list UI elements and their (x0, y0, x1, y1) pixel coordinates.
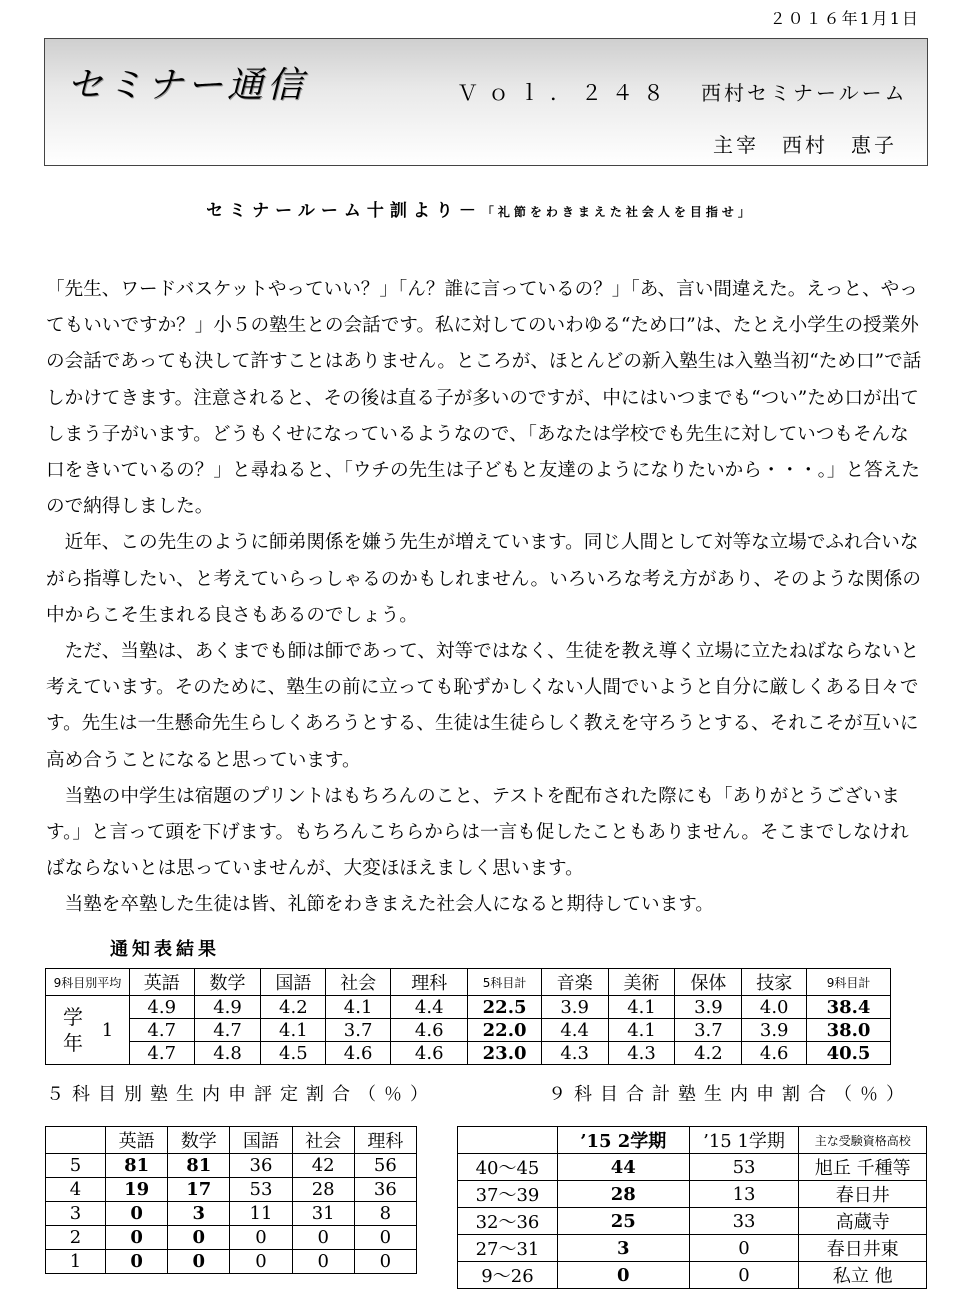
table-row (458, 1181, 927, 1208)
table-cell: 4.1 (608, 1019, 675, 1042)
table-cell: 3.9 (742, 1019, 807, 1042)
column-header: ’15 2学期 (557, 1127, 689, 1154)
table-cell: 31 (292, 1202, 354, 1226)
table-cell: 4.6 (742, 1042, 807, 1065)
table-cell: 4.3 (608, 1042, 675, 1065)
table-cell: 4.7 (129, 1042, 194, 1065)
column-header: 5科目計 (468, 969, 541, 996)
row-label: 32～36 (458, 1208, 558, 1235)
table-row (46, 1042, 891, 1065)
row-label: 2 (46, 1226, 106, 1250)
row-label: 37～39 (458, 1181, 558, 1208)
column-header: 技家 (742, 969, 807, 996)
grade-label-cell (46, 996, 130, 1065)
table-cell: 4.2 (675, 1042, 742, 1065)
table-cell: 0 (105, 1250, 167, 1274)
paragraph: ただ、当塾は、あくまでも師は師であって、対等ではなく、生徒を教え導く立場に立たねばならないと考えています。そのために、塾生の前に立っても恥ずかしくない人間でいようと自分に厳しくある日々です。先生は一生懸命先生らしくあろうとする、生徒は生徒らしく教えを守ろうとする、それこそが互いに高め合うことになると思っています。 (46, 641, 919, 771)
column-header: 音楽 (541, 969, 608, 996)
five-subject-title: ５科目別塾生内申評定割合（％） (46, 1084, 436, 1105)
column-header: 数学 (168, 1127, 230, 1154)
table-cell: 36 (230, 1154, 292, 1178)
table-cell: 0 (354, 1250, 416, 1274)
newsletter-title: セミナー通信 (67, 65, 308, 106)
table-cell: 13 (689, 1181, 799, 1208)
grade-number: 1 (101, 1019, 114, 1041)
table-cell: 旭丘 千種等 (799, 1154, 927, 1181)
table-cell: 0 (557, 1262, 689, 1289)
table-cell: 0 (168, 1250, 230, 1274)
table-cell: 3.7 (675, 1019, 742, 1042)
table-cell: 4.9 (129, 996, 194, 1019)
table-cell: 17 (168, 1178, 230, 1202)
newsletter-header (44, 38, 928, 166)
table-row (46, 1178, 417, 1202)
table-cell: 81 (105, 1154, 167, 1178)
table-row (458, 1235, 927, 1262)
table-cell: 春日井東 (799, 1235, 927, 1262)
nine-subject-table (457, 1126, 927, 1289)
table-cell: 28 (292, 1178, 354, 1202)
table-cell: 56 (354, 1154, 416, 1178)
paragraph: 当塾の中学生は宿題のプリントはもちろんのこと、テストを配布された際にも「ありがとうございます。」と言って頭を下げます。もちろんこちらからは一言も促したこともありません。そこまでしなければならないとは思っていませんが、大変ほほえましく思います。 (46, 785, 909, 880)
table-row (46, 1202, 417, 1226)
table-cell: 36 (354, 1178, 416, 1202)
column-header: 理科 (390, 969, 467, 996)
column-header: 社会 (292, 1127, 354, 1154)
table-cell: 4.9 (194, 996, 261, 1019)
table-cell: 22.0 (468, 1019, 541, 1042)
table-cell: 4.4 (541, 1019, 608, 1042)
organization-name: 西村セミナールーム (701, 81, 908, 105)
table-cell: 0 (230, 1250, 292, 1274)
table-header-row (46, 969, 891, 996)
column-header: 英語 (129, 969, 194, 996)
table-cell: 4.6 (390, 1019, 467, 1042)
row-label: 1 (46, 1250, 106, 1274)
table-cell: 3.9 (541, 996, 608, 1019)
table-cell: 0 (689, 1262, 799, 1289)
report-title: 通知表結果 (110, 939, 220, 960)
grade-label: 学年 (63, 1005, 83, 1055)
table-cell: 4.6 (390, 1042, 467, 1065)
table-cell: 4.8 (194, 1042, 261, 1065)
report-table (45, 968, 891, 1065)
table-row (46, 1226, 417, 1250)
table-cell: 25 (557, 1208, 689, 1235)
table-cell: 33 (689, 1208, 799, 1235)
table-cell: 4.0 (742, 996, 807, 1019)
row-label: 9～26 (458, 1262, 558, 1289)
table-cell: 3 (168, 1202, 230, 1226)
table-cell: 38.4 (807, 996, 891, 1019)
table-row (46, 996, 891, 1019)
table-cell: 53 (689, 1154, 799, 1181)
table-cell: 4.6 (326, 1042, 391, 1065)
nine-subject-title: ９科目合計塾生内申割合（％） (548, 1084, 912, 1105)
table-cell: 3.7 (326, 1019, 391, 1042)
motto-sub: 「礼節をわきまえた社会人を目指せ」 (481, 205, 754, 219)
table-cell: 0 (354, 1226, 416, 1250)
table-header-row (458, 1127, 927, 1154)
row-label: 4 (46, 1178, 106, 1202)
table-cell: 11 (230, 1202, 292, 1226)
issue-date: ２０１６年1月1日 (769, 9, 920, 28)
table-cell: 44 (557, 1154, 689, 1181)
column-header: 主な受験資格高校 (799, 1127, 927, 1154)
paragraph: 当塾を卒塾した生徒は皆、礼節をわきまえた社会人になると期待しています。 (64, 894, 714, 916)
table-row (46, 1250, 417, 1274)
table-row (46, 1019, 891, 1042)
table-cell: 53 (230, 1178, 292, 1202)
table-cell: 4.1 (608, 996, 675, 1019)
table-row (46, 1154, 417, 1178)
table-cell: 81 (168, 1154, 230, 1178)
table-cell: 春日井 (799, 1181, 927, 1208)
column-header: 保体 (675, 969, 742, 996)
table-header-row (46, 1127, 417, 1154)
table-cell: 3 (557, 1235, 689, 1262)
volume-number: Ｖｏｌ．２４８ (457, 81, 674, 105)
five-subject-table (45, 1126, 417, 1274)
table-cell: 高蔵寺 (799, 1208, 927, 1235)
column-header: 国語 (261, 969, 326, 996)
motto-heading (0, 196, 960, 221)
column-header: 国語 (230, 1127, 292, 1154)
table-cell: 4.5 (261, 1042, 326, 1065)
table-cell: 0 (105, 1226, 167, 1250)
table-cell: 28 (557, 1181, 689, 1208)
table-cell: 私立 他 (799, 1262, 927, 1289)
column-header: 理科 (354, 1127, 416, 1154)
column-header: 美術 (608, 969, 675, 996)
table-corner (46, 1127, 106, 1154)
table-cell: 4.7 (129, 1019, 194, 1042)
table-cell: 38.0 (807, 1019, 891, 1042)
paragraph: 「先生、ワードバスケットやっていい？」「ん？誰に言っているの？」「あ、言い間違えた。えっと、やってもいいですか？」小５の塾生との会話です。私に対してのいわゆる“ため口”は、たとえ小学生の授業外の会話であっても決して許すことはありません。ところが、ほとんどの新入塾生は入塾当初“ため口”で話しかけてきます。注意されると、その後は直る子が多いのですが、中にはいつまでも“つい”ため口が出てしまう子がいます。どうもくせになっているようなので、「あなたは学校でも先生に対していつもそんな口をきいているの？」と尋ねると、「ウチの先生は子どもと友達のようになりたいから・・・。」と答えたので納得しました。 (46, 279, 922, 518)
table-row (458, 1208, 927, 1235)
column-header: 数学 (194, 969, 261, 996)
table-cell: 0 (292, 1226, 354, 1250)
table-cell: 0 (292, 1250, 354, 1274)
table-cell: 3.9 (675, 996, 742, 1019)
table-corner (458, 1127, 558, 1154)
row-label: 3 (46, 1202, 106, 1226)
table-cell: 4.7 (194, 1019, 261, 1042)
table-cell: 40.5 (807, 1042, 891, 1065)
row-label: 27～31 (458, 1235, 558, 1262)
row-label: 5 (46, 1154, 106, 1178)
table-cell: 0 (168, 1226, 230, 1250)
table-cell: 4.3 (541, 1042, 608, 1065)
table-cell: 8 (354, 1202, 416, 1226)
motto-main: セミナールーム十訓より－ (206, 201, 482, 221)
table-cell: 0 (689, 1235, 799, 1262)
table-cell: 0 (105, 1202, 167, 1226)
column-header: 9科目計 (807, 969, 891, 996)
table-cell: 23.0 (468, 1042, 541, 1065)
article-body (46, 272, 926, 924)
column-header: 英語 (105, 1127, 167, 1154)
paragraph: 近年、この先生のように師弟関係を嫌う先生が増えています。同じ人間として対等な立場でふれ合いながら指導したい、と考えていらっしゃるのかもしれません。いろいろな考え方があり、そのような関係の中からこそ生まれる良さもあるのでしょう。 (46, 532, 922, 626)
table-row (458, 1262, 927, 1289)
table-cell: 0 (230, 1226, 292, 1250)
table-cell: 4.2 (261, 996, 326, 1019)
host-name: 主宰 西村 恵子 (713, 133, 897, 157)
table-cell: 4.1 (326, 996, 391, 1019)
table-row (458, 1154, 927, 1181)
table-cell: 42 (292, 1154, 354, 1178)
column-header: ’15 1学期 (689, 1127, 799, 1154)
row-label: 40～45 (458, 1154, 558, 1181)
table-cell: 4.1 (261, 1019, 326, 1042)
table-cell: 22.5 (468, 996, 541, 1019)
table-cell: 4.4 (390, 996, 467, 1019)
table-corner: 9科目別平均 (46, 969, 130, 996)
table-cell: 19 (105, 1178, 167, 1202)
column-header: 社会 (326, 969, 391, 996)
